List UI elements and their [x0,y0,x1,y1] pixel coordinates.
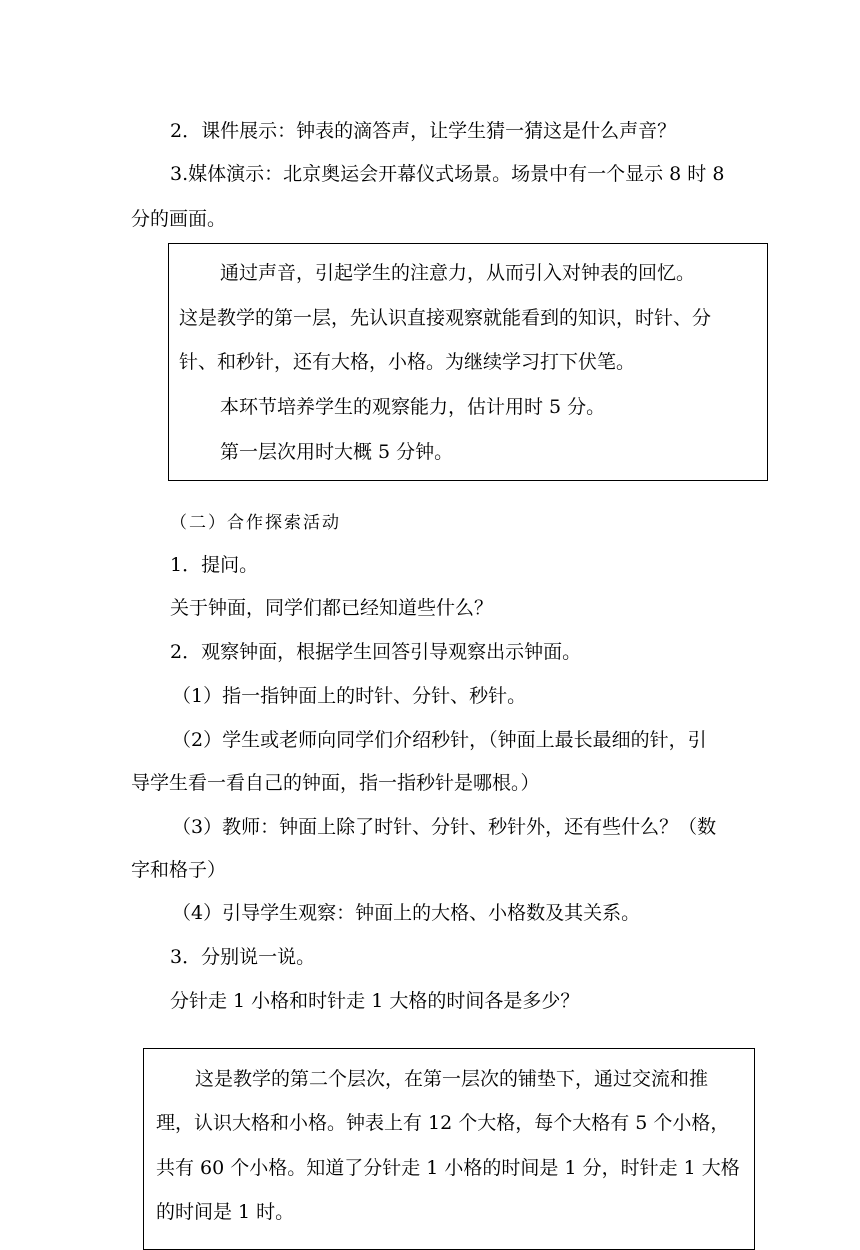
item-3: 3．分别说一说。 [170,946,316,968]
note-box-1-line4: 本环节培养学生的观察能力，估计用时 5 分。 [220,396,606,418]
item-3-question: 分针走 1 小格和时针走 1 大格的时间各是多少？ [170,990,580,1012]
note-box-2-line4: 的时间是 1 时。 [156,1201,295,1223]
sub-item-1: （1）指一指钟面上的时针、分针、秒针。 [172,685,527,707]
note-box-2-line3: 共有 60 个小格。知道了分针走 1 小格的时间是 1 分，时针走 1 大格 [156,1157,740,1179]
note-box-2-line2: 理，认识大格和小格。钟表上有 12 个大格，每个大格有 5 个小格， [156,1112,730,1134]
item-1: 1．提问。 [170,554,259,576]
sub-item-2-line1: （2）学生或老师向同学们介绍秒针，（钟面上最长最细的针，引 [172,729,707,751]
note-box-1-line1: 通过声音，引起学生的注意力，从而引入对钟表的回忆。 [220,262,696,284]
paragraph-media-line2: 分的画面。 [131,208,227,230]
sub-item-4: （4）引导学生观察：钟面上的大格、小格数及其关系。 [172,902,641,924]
note-box-1-line2: 这是教学的第一层，先认识直接观察就能看到的知识，时针、分 [179,307,712,329]
item-1-question: 关于钟面，同学们都已经知道些什么？ [170,597,494,619]
note-box-1-line3: 针、和秒针，还有大格，小格。为继续学习打下伏笔。 [179,351,636,373]
note-box-2 [143,1048,755,1250]
sub-item-2-line2: 导学生看一看自己的钟面，指一指秒针是哪根。） [131,772,540,794]
sub-item-3-line1: （3）教师：钟面上除了时针、分针、秒针外，还有些什么？（数 [172,816,717,838]
paragraph-courseware: 2．课件展示：钟表的滴答声，让学生猜一猜这是什么声音？ [170,120,677,142]
paragraph-media-line1: 3.媒体演示：北京奥运会开幕仪式场景。场景中有一个显示 8 时 8 [170,163,725,185]
note-box-1-line5: 第一层次用时大概 5 分钟。 [220,441,454,463]
item-2: 2．观察钟面，根据学生回答引导观察出示钟面。 [170,641,582,663]
sub-item-3-line2: 字和格子） [131,859,227,881]
note-box-2-line1: 这是教学的第二个层次，在第一层次的铺垫下，通过交流和推 [195,1068,709,1090]
section-heading: （二）合作探索活动 [170,513,341,533]
note-box-1 [168,243,768,481]
